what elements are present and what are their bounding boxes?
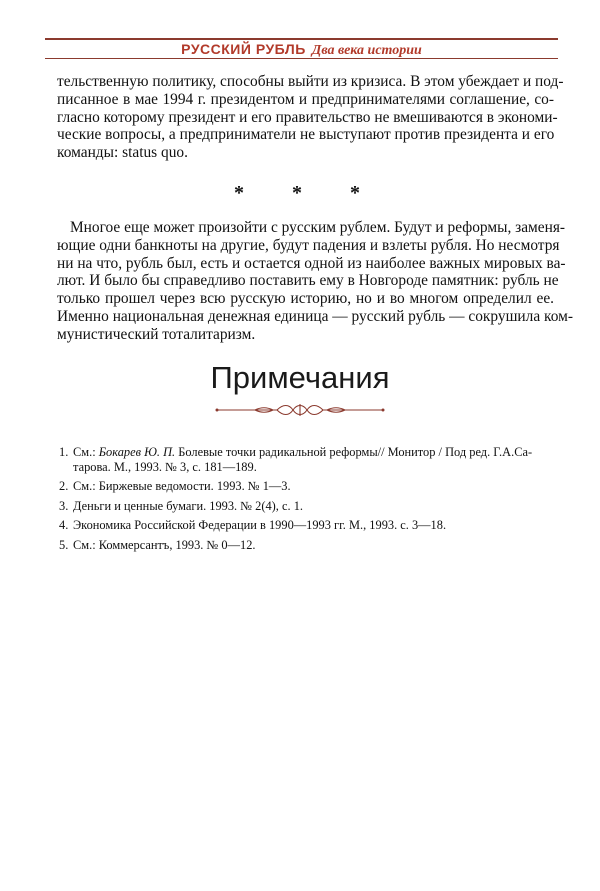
text-line: гласно которому президент и его правительство не вмешиваются в экономи- xyxy=(57,108,558,126)
text-line: Именно национальная денежная единица — русский рубль — сокрушила ком- xyxy=(57,307,573,325)
text-line: Многое еще может произойти с русским рублем. Будут и реформы, заменя- xyxy=(70,219,566,236)
paragraph-conclusion xyxy=(57,219,573,344)
section-separator xyxy=(0,183,600,203)
book-subtitle: Два века истории xyxy=(311,43,422,58)
text-line: писанное в мае 1994 г. президентом и предпринимателями соглашение, со- xyxy=(57,90,554,108)
note-text: См.: Коммерсантъ, 1993. № 0—12. xyxy=(73,537,256,552)
note-item xyxy=(59,479,559,494)
text-line: только прошел через всю русскую историю, но и во многом определил ее. xyxy=(57,290,554,308)
note-number: 5. xyxy=(59,537,69,552)
notes-list xyxy=(59,445,559,557)
asterisk-icon: * xyxy=(234,182,244,204)
text-line: лют. И было бы справедливо поставить ему в Новгороде памятник: рубль не xyxy=(57,272,559,290)
note-number: 2. xyxy=(59,479,69,493)
note-text xyxy=(73,445,559,460)
text-line: тельственную политику, способны выйти из кризиса. В этом убеждает и под- xyxy=(57,73,564,90)
asterisk-icon: * xyxy=(292,182,302,204)
note-title: Болевые точки радикальной реформы// Монитор / Под ред. Г.А.Са- xyxy=(175,445,533,459)
note-number: 1. xyxy=(59,445,69,459)
book-title: РУССКИЙ РУБЛЬ xyxy=(181,41,306,57)
header-rule-bottom xyxy=(45,58,558,59)
text-line: команды: status quo. xyxy=(57,144,188,162)
notes-heading: Примечания xyxy=(210,360,390,395)
note-item xyxy=(59,499,559,514)
text-line: ческие вопросы, а предприниматели не выступают против президента и его xyxy=(57,126,555,144)
header-title xyxy=(45,41,558,59)
paragraph-continuation xyxy=(57,73,564,162)
note-item xyxy=(59,445,559,474)
note-item xyxy=(59,538,559,553)
asterisk-icon: * xyxy=(350,182,360,204)
header-rule-top xyxy=(45,38,558,40)
text-line: ни на что, рубль был, есть и остается одной из наиболее важных мировых ва- xyxy=(57,254,566,272)
text-line: мунистический тоталитаризм. xyxy=(57,325,256,343)
text-line: ющие одни банкноты на другие, будут падения и взлеты рубля. Но несмотря xyxy=(57,236,560,254)
note-author: Бокарев Ю. П. xyxy=(98,445,176,459)
note-text: Экономика Российской Федерации в 1990—1993 гг. М., 1993. с. 3—18. xyxy=(73,518,447,532)
note-prefix: См.: xyxy=(73,445,99,459)
decorative-divider-icon xyxy=(215,400,385,420)
note-text: См.: Биржевые ведомости. 1993. № 1—3. xyxy=(73,479,291,493)
note-text-continued: тарова. М., 1993. № 3, с. 181—189. xyxy=(73,459,257,474)
running-header xyxy=(45,38,558,64)
note-number: 4. xyxy=(59,518,69,532)
note-item xyxy=(59,518,559,533)
note-text: Деньги и ценные бумаги. 1993. № 2(4), с. 1. xyxy=(73,498,303,513)
note-number: 3. xyxy=(59,498,69,513)
